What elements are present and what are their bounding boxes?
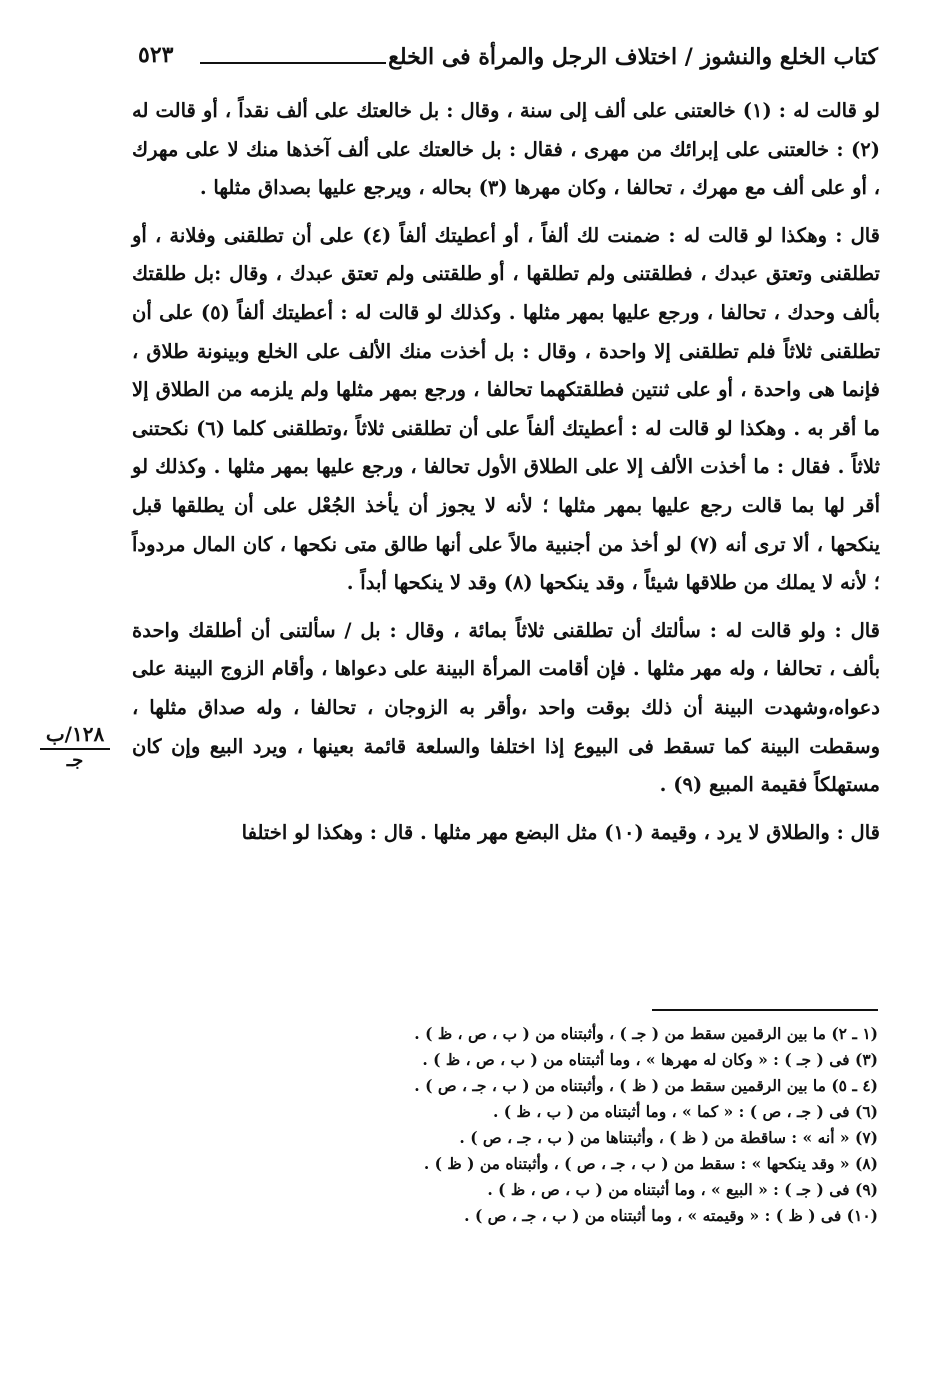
running-header-title: كتاب الخلع والنشوز / اختلاف الرجل والمرأة فى الخلع <box>388 44 878 70</box>
footnote: (٣) فى ( جـ ) : « وكان له مهرها » ، وما أثبتناه من ( ب ، ص ، ظ ) . <box>422 1050 878 1069</box>
paragraph: قال : والطلاق لا يرد ، وقيمة (١٠) مثل البضع مهر مثلها . قال : وهكذا لو اختلفا <box>241 820 880 844</box>
footnote: (٦) فى ( جـ ، ص ) : « كما » ، وما أثبتناه من ( ب ، ظ ) . <box>492 1102 878 1121</box>
folio-reference: ١٢٨/ب <box>40 722 110 750</box>
footnote: (١ ـ ٢) ما بين الرقمين سقط من ( جـ ) ، وأثبتناه من ( ب ، ص ، ظ ) . <box>414 1024 878 1043</box>
footnote: (٤ ـ ٥) ما بين الرقمين سقط من ( ظ ) ، وأثبتناه من ( ب ، جـ ، ص ) . <box>414 1076 878 1095</box>
footnote: (٨) « وقد ينكحها » : سقط من ( ب ، جـ ، ص ) ، وأثبتناه من ( ظ ) . <box>423 1154 878 1173</box>
footnote: (٩) فى ( جـ ) : « البيع » ، وما أثبتناه من ( ب ، ص ، ظ ) . <box>487 1180 878 1199</box>
paragraph: لو قالت له : (١) خالعتنى على ألف إلى سنة ، وقال : بل خالعتك على ألف نقداً ، أو قالت له (٢) : خالعتنى على إبرائك من مهرى ، فقال : بل خالعتك على ألف آخذها منك لا على مهرك ، أو على ألف مع مهرك ، تحالفا ، وكان مهرها (٣) بحاله ، ويرجع عليها بصداق مثلها . <box>132 99 881 200</box>
running-header <box>138 42 878 76</box>
footnote: (٧) « أنه » : ساقطة من ( ظ ) ، وأثبتناها من ( ب ، جـ ، ص ) . <box>459 1128 878 1147</box>
main-text <box>132 92 880 861</box>
manuscript-folio-note <box>40 722 110 771</box>
footnotes <box>300 1021 878 1229</box>
footnote-separator <box>652 1009 878 1011</box>
page-number: ٥٢٣ <box>138 42 174 68</box>
header-rule <box>200 62 386 64</box>
footnote: (١٠) فى ( ظ ) : « وقيمته » ، وما أثبتناه من ( ب ، جـ ، ص ) . <box>464 1206 878 1225</box>
manuscript-siglum: جـ <box>66 750 84 771</box>
paragraph: قال : وهكذا لو قالت له : ضمنت لك ألفاً ، أو أعطيتك ألفاً (٤) على أن تطلقنى وفلانة ، أو تطلقنى وتعتق عبدك ، فطلقتنى ولم تطلقها ، أو طلقتنى ولم تعتق عبدك ، وقال :بل طلقتك بألف وحدك ، تحالفا ، ورجع عليها بمهر مثلها . وكذلك لو قالت له : أعطيتك ألفاً (٥) على أن تطلقنى ثلاثاً فلم تطلقنى إلا واحدة ، وقال : بل أخذت منك الألف على الخلع وبينونة طلاق ، فإنما هى واحدة ، أو على ثنتين فطلقتكهما تحالفا ، ورجع بمهر مثلها ولم يلزمه من الطلاق إلا ما أقر به . وهكذا لو قالت له : أعطيتك ألفاً على أن تطلقنى ثلاثاً ،وتطلقنى كلما (٦) نكحتنى ثلاثاً . فقال : ما أخذت الألف إلا على الطلاق الأول تحالفا ، ورجع عليها بمهر مثلها . وكذلك لو أقر لها بما قالت رجع عليها بمهر مثلها ؛ لأنه لا يجوز أن يأخذ الجُعْل على أن يطلقها قبل ينكحها ، ألا ترى أنه (٧) لو أخذ من أجنبية مالاً على أنها طالق متى نكحها ، كان المال مردوداً ؛ لأنه لا يملك من طلاقها شيئاً ، وقد ينكحها (٨) وقد لا ينكحها أبداً . <box>132 223 881 595</box>
paragraph: قال : ولو قالت له : سألتك أن تطلقنى ثلاثاً بمائة ، وقال : بل / سألتنى أن أطلقك واحدة بألف ، تحالفا ، وله مهر مثلها . فإن أقامت المرأة البينة على دعواها ، وأقام الزوج البينة على دعواه،وشهدت البينة أن ذلك بوقت واحد ،وأقر به الزوجان ، تحالفا ، وله صداق مثلها ، وسقطت البينة كما تسقط فى البيوع إذا اختلفا والسلعة قائمة بعينها ، ويرد البيع وإن كان مستهلكاً فقيمة المبيع (٩) . <box>132 618 880 797</box>
